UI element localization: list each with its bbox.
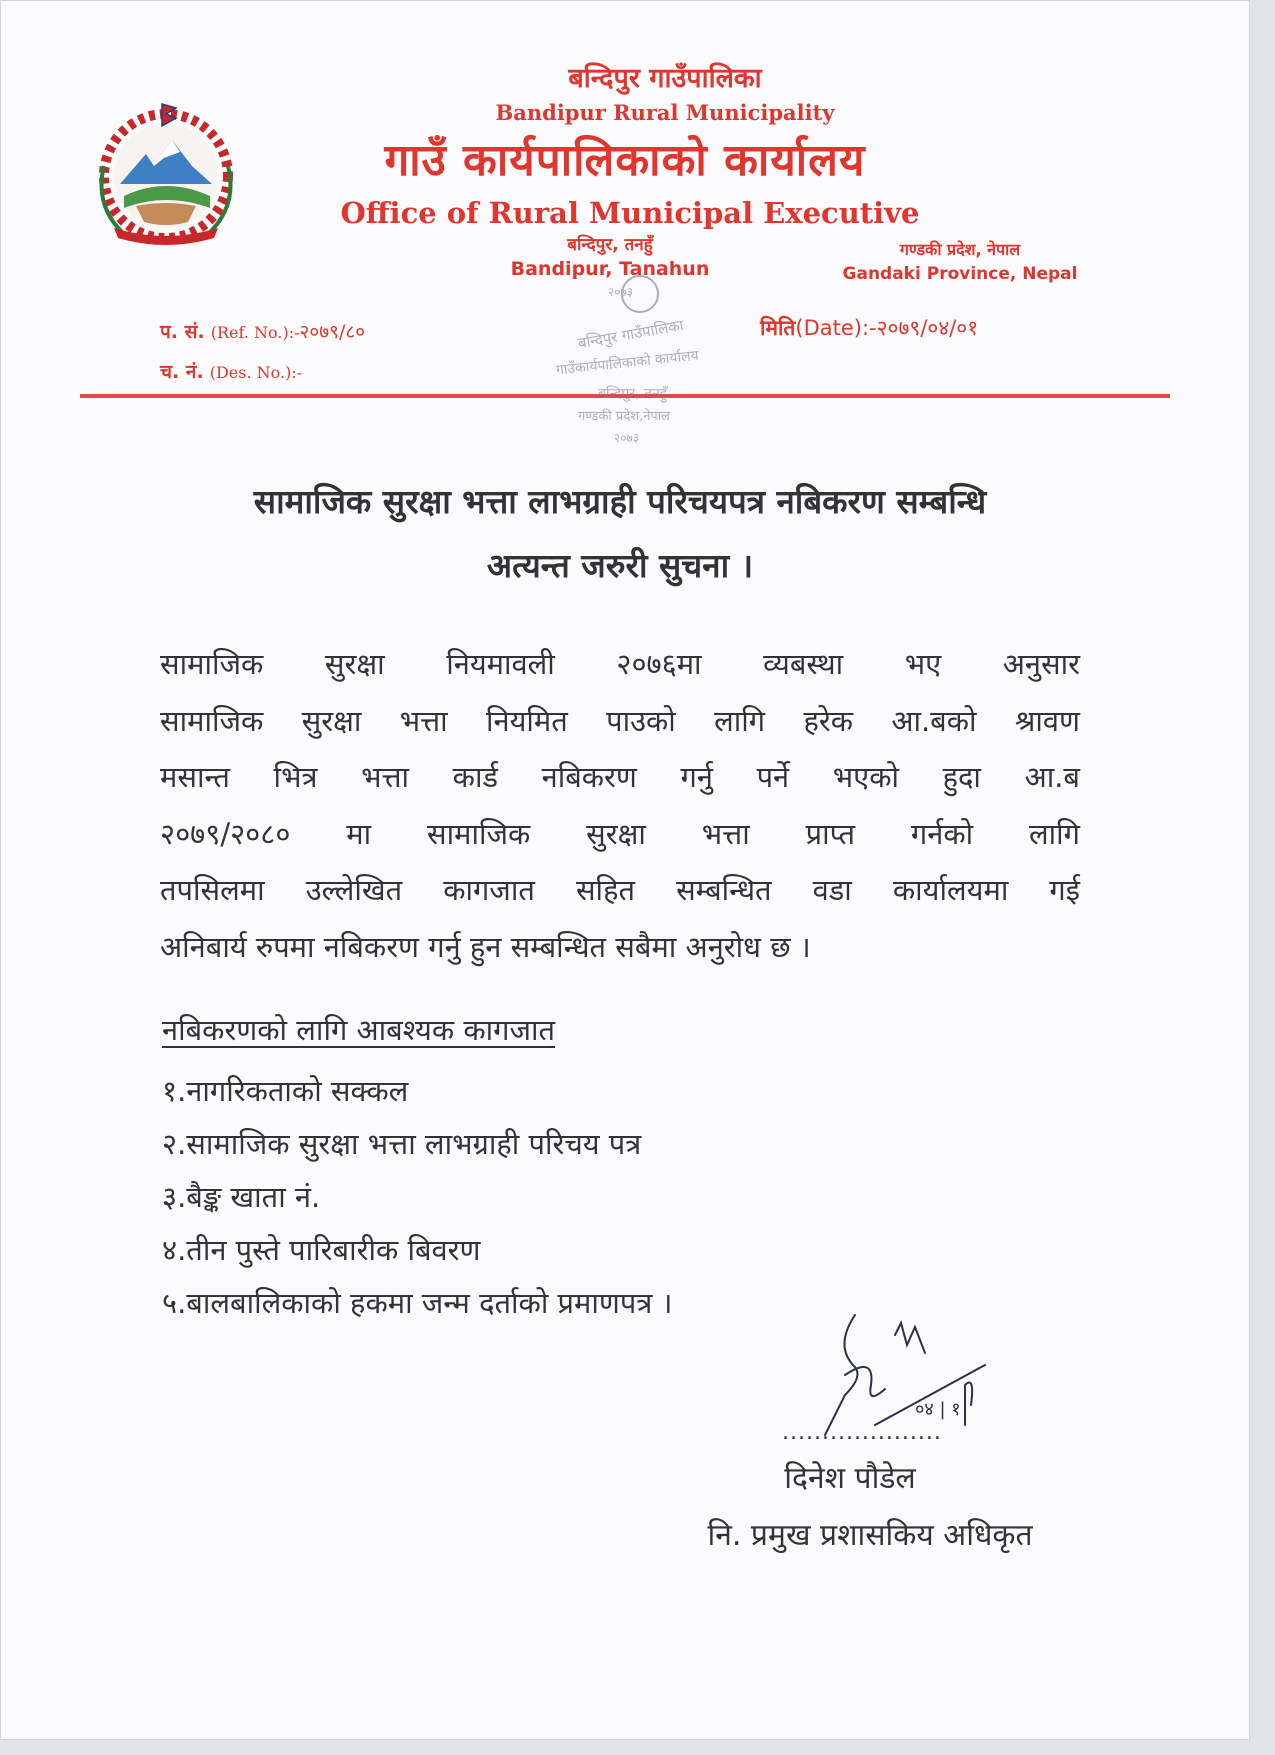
signer-title: नि. प्रमुख प्रशासकिय अधिकृत	[707, 1518, 1033, 1553]
ref-value: २०७९/८०	[299, 321, 366, 343]
list-item: ३.बैङ्क खाता नं.	[162, 1180, 321, 1214]
list-item: ५.बालबालिकाको हकमा जन्म दर्ताको प्रमाणपत्र ।	[162, 1286, 673, 1320]
letter-date	[760, 314, 978, 342]
des-label-en: (Des. No.):-	[209, 363, 303, 382]
signature-line: ....................	[782, 1420, 942, 1445]
list-item: ४.तीन पुस्ते पारिबारीक बिवरण	[162, 1233, 481, 1267]
seal-line-2: गाउँकार्यपालिकाको कार्यालय	[555, 347, 700, 379]
seal-line-3: बन्दिपुर, तनहुँ	[598, 386, 668, 402]
body-line: अनिबार्य रुपमा नबिकरण गर्नु हुन सम्बन्धित सबैमा अनुरोध छ ।	[160, 929, 811, 964]
province-np: गण्डकी प्रदेश, नेपाल	[899, 240, 1021, 259]
office-seal-stamp	[548, 268, 728, 458]
required-documents-heading: नबिकरणको लागि आबश्यक कागजात	[162, 1013, 555, 1047]
reference-number	[160, 318, 365, 344]
address-en: Bandipur, Tanahun	[510, 258, 710, 280]
seal-year-top: २०७३	[608, 285, 633, 299]
list-item: २.सामाजिक सुरक्षा भत्ता लाभग्राही परिचय पत्र	[162, 1127, 642, 1161]
body-line: सामाजिक सुरक्षा भत्ता नियमित पाउको लागि हरेक आ.बको श्रावण	[160, 703, 1080, 738]
signer-name: दिनेश पौडेल	[784, 1461, 916, 1496]
province-en: Gandaki Province, Nepal	[842, 264, 1078, 284]
date-value: २०७९/०४/०१	[876, 316, 979, 340]
seal-year-bottom: २०७३	[614, 431, 639, 445]
body-line: सामाजिक सुरक्षा नियमावली २०७६मा व्यबस्था भए अनुसार	[160, 647, 1080, 681]
date-label-np: मिति	[760, 316, 796, 340]
date-label-en: (Date):-	[795, 316, 877, 340]
notice-body	[160, 636, 1080, 975]
list-item: १.नागरिकताको सक्कल	[162, 1074, 409, 1108]
office-name-en: Office of Rural Municipal Executive	[340, 196, 920, 230]
subject-line-1: सामाजिक सुरक्षा भत्ता लाभग्राही परिचयपत्र नबिकरण सम्बन्धि	[253, 482, 987, 521]
dispatch-number	[160, 358, 302, 384]
office-name-np: गाउँ कार्यपालिकाको कार्यालय	[384, 135, 866, 186]
required-documents-list	[162, 1065, 673, 1330]
body-line: मसान्त भित्र भत्ता कार्ड नबिकरण गर्नु पर्ने भएको हुदा आ.ब	[160, 760, 1080, 794]
ref-label-en: (Ref. No.):-	[210, 323, 300, 342]
body-line: २०७९/२०८० मा सामाजिक सुरक्षा भत्ता प्राप्त गर्नको लागि	[160, 816, 1080, 851]
body-line: तपसिलमा उल्लेखित कागजात सहित सम्बन्धित वडा कार्यालयमा गई	[160, 873, 1080, 907]
nepal-emblem-icon	[84, 96, 249, 246]
seal-line-4: गण्डकी प्रदेश,नेपाल	[578, 409, 670, 424]
municipality-name-en: Bandipur Rural Municipality	[495, 100, 835, 125]
ref-label-np: प. सं.	[160, 321, 205, 343]
subject-line-2: अत्यन्त जरुरी सुचना ।	[486, 546, 754, 585]
signature-date-note: ०४ | १	[915, 1399, 961, 1420]
address-np: बन्दिपुर, तनहुँ	[567, 235, 653, 255]
notice-subject	[140, 470, 1100, 598]
des-label-np: च. नं.	[160, 361, 204, 383]
seal-line-1: बन्दिपुर गाउँपालिका	[576, 316, 685, 353]
municipality-name-np: बन्दिपुर गाउँपालिका	[568, 63, 762, 94]
